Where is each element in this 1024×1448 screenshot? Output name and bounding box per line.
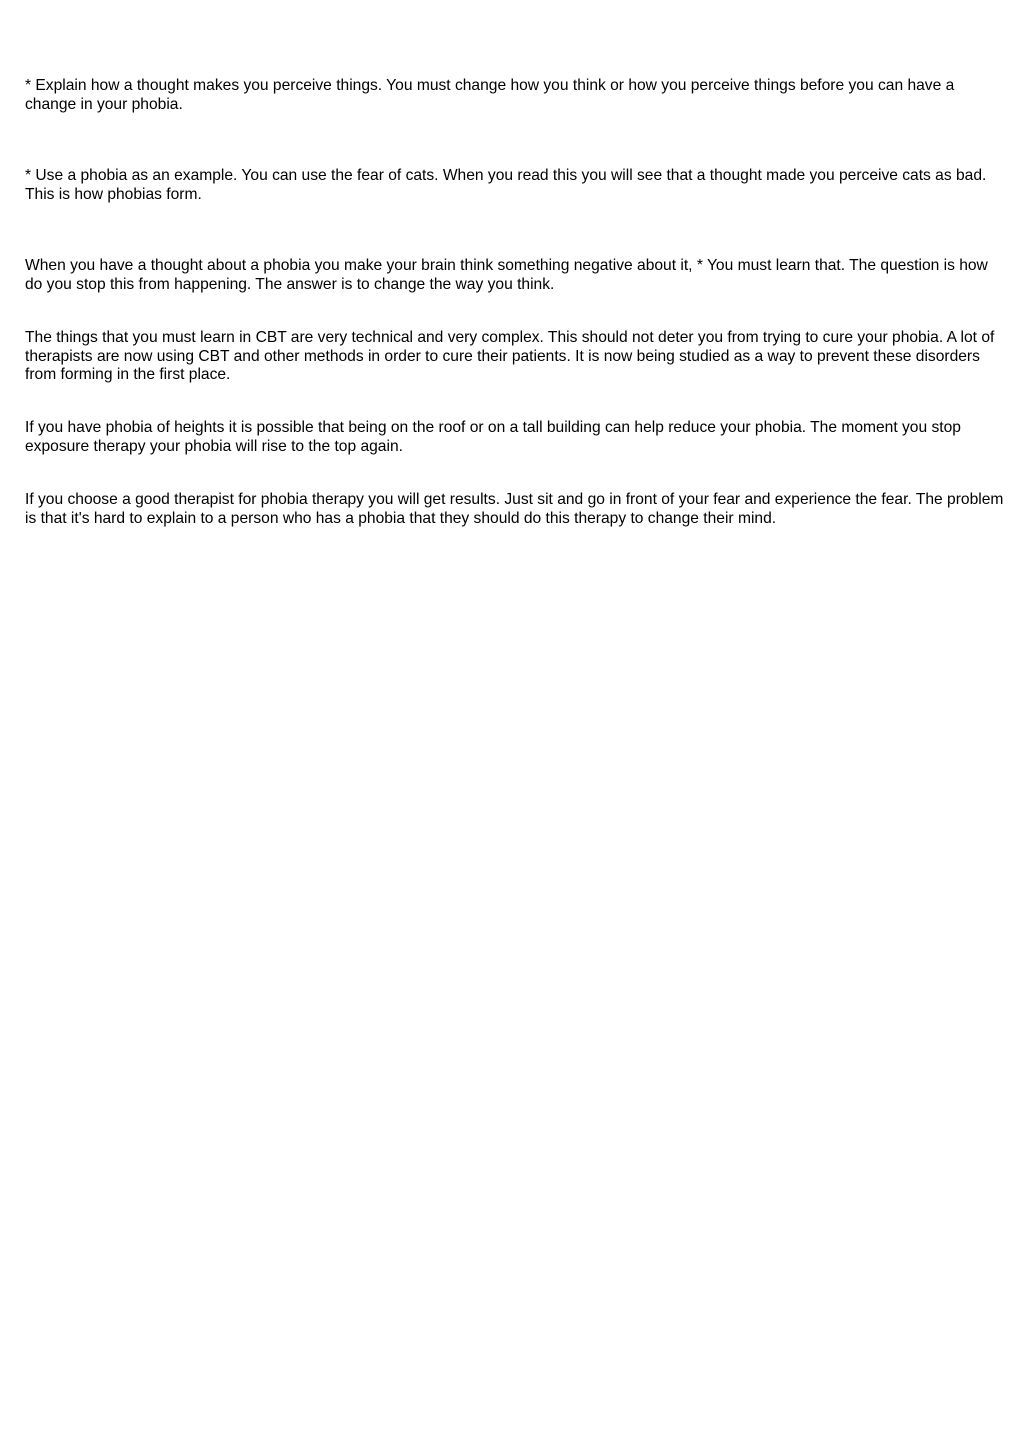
paragraph-perception: * Explain how a thought makes you perceive things. You must change how you think or how you perceive things before you can have a change in your phobia. bbox=[25, 77, 955, 113]
paragraph-cbt: The things that you must learn in CBT are very technical and very complex. This should not deter you from trying to cure your phobia. A lot of therapists are now using CBT and other methods in order to cure their patients. It is now being studied as a way to prevent these disorders from forming in the first place. bbox=[25, 329, 995, 384]
paragraph-negative-thought: When you have a thought about a phobia you make your brain think something negative about it, * You must learn that. The question is how do you stop this from happening. The answer is to change the way you think. bbox=[25, 257, 988, 293]
paragraph-phobia-example: * Use a phobia as an example. You can use the fear of cats. When you read this you will see that a thought made you perceive cats as bad. This is how phobias form. bbox=[25, 167, 987, 203]
paragraph-therapist: If you choose a good therapist for phobia therapy you will get results. Just sit and go in front of your fear and experience the fear. The problem is that it's hard to explain to a person who has a phobia that they should do this therapy to change their mind. bbox=[25, 491, 1004, 527]
paragraph-heights: If you have phobia of heights it is possible that being on the roof or on a tall building can help reduce your phobia. The moment you stop exposure therapy your phobia will rise to the top again. bbox=[25, 419, 961, 455]
